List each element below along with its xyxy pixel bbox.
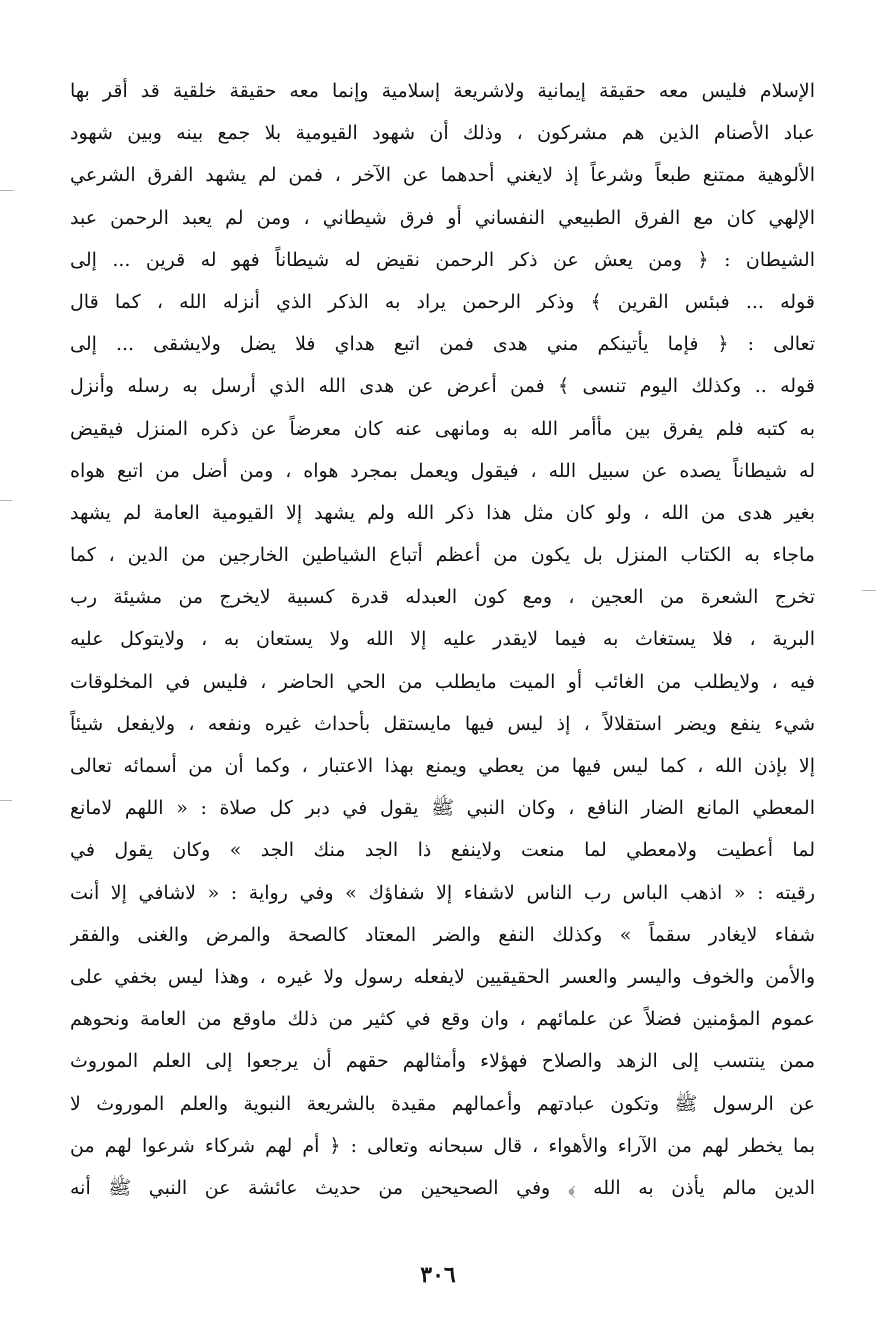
text-line: شفاء لايغادر سقماً » وكذلك النفع والضر المعتاد كالصحة والمرض والغنى والفقر xyxy=(70,923,815,946)
page-number: ٣٠٦ xyxy=(420,1262,456,1288)
text-line: بما يخطر لهم من الآراء والأهواء ، قال سبحانه وتعالى : ﴿ أم لهم شركاء شرعوا لهم من xyxy=(70,1134,815,1157)
text-line: له شيطاناً يصده عن سبيل الله ، فيقول ويعمل بمجرد هواه ، ومن أضل من اتبع هواه xyxy=(70,459,815,482)
text-line: بغير هدى من الله ، ولو كان مثل هذا ذكر الله ولم يشهد إلا القيومية العامة لم يشهد xyxy=(70,501,815,524)
text-line: الشيطان : ﴿ ومن يعش عن ذكر الرحمن نقيض له شيطاناً فهو له قرين ... إلى xyxy=(70,248,815,271)
page-body-text xyxy=(70,70,815,1209)
text-line: شيء ينفع ويضر استقلالاً ، إذ ليس فيها مايستقل بأحداث غيره ونفعه ، ولايفعل شيئاً xyxy=(70,712,815,735)
text-line: تعالى : ﴿ فإما يأتينكم مني هدى فمن اتبع هداي فلا يضل ولايشقى ... إلى xyxy=(70,333,815,356)
text-line: عن الرسول ﷺ وتكون عبادتهم وأعمالهم مقيدة بالشريعة النبوية والعلم الموروث لا xyxy=(70,1092,815,1115)
margin-tick xyxy=(0,190,14,191)
text-line: الدين مالم يأذن به الله ﴾ وفي الصحيحين من حديث عائشة عن النبي ﷺ أنه xyxy=(70,1176,815,1199)
text-line: قوله ... فبئس القرين ﴾ وذكر الرحمن يراد به الذكر الذي أنزله الله ، كما قال xyxy=(70,290,815,313)
text-line: لما أعطيت ولامعطي لما منعت ولاينفع ذا الجد منك الجد » وكان يقول في xyxy=(70,839,815,862)
text-line: الألوهية ممتنع طبعاً وشرعاً إذ لايغني أحدهما عن الآخر ، فمن لم يشهد الفرق الشرعي xyxy=(70,164,815,187)
text-line: البرية ، فلا يستغاث به فيما لايقدر عليه إلا الله ولا يستعان به ، ولايتوكل عليه xyxy=(70,628,815,651)
text-line: عموم المؤمنين فضلاً عن علمائهم ، وان وقع في كثير من ذلك ماوقع من العامة ونحوهم xyxy=(70,1008,815,1031)
text-line: ماجاء به الكتاب المنزل بل يكون من أعظم أتباع الشياطين الخارجين من الدين ، كما xyxy=(70,544,815,567)
margin-tick xyxy=(0,800,12,801)
text-line: ممن ينتسب إلى الزهد والصلاح فهؤلاء وأمثالهم حقهم أن يرجعوا إلى العلم الموروث xyxy=(70,1050,815,1073)
text-line: قوله .. وكذلك اليوم تنسى ﴾ فمن أعرض عن هدى الله الذي أرسل به رسله وأنزل xyxy=(70,375,815,398)
text-line: تخرج الشعرة من العجين ، ومع كون العبدله قدرة كسبية لايخرج من مشيئة رب xyxy=(70,586,815,609)
text-line: الإسلام فليس معه حقيقة إيمانية ولاشريعة إسلامية وإنما معه حقيقة خلقية قد أقر بها xyxy=(70,80,815,102)
text-line: والأمن والخوف واليسر والعسر الحقيقيين لايفعله رسول ولا غيره ، وهذا ليس بخفي على xyxy=(70,965,815,988)
text-line: الإلهي كان مع الفرق الطبيعي النفساني أو فرق شيطاني ، ومن لم يعبد الرحمن عبد xyxy=(70,206,815,229)
margin-tick xyxy=(862,590,876,591)
text-line: المعطي المانع الضار النافع ، وكان النبي ﷺ يقول في دبر كل صلاة : « اللهم لامانع xyxy=(70,797,815,820)
text-line: به كتبه فلم يفرق بين مأأمر الله به ومانهى عنه كان معرضاً عن ذكره المنزل فيقيض xyxy=(70,417,815,440)
margin-tick xyxy=(0,500,12,501)
text-line: فيه ، ولايطلب من الغائب أو الميت مايطلب من الحي الحاضر ، فليس في المخلوقات xyxy=(70,670,815,693)
text-line: عباد الأصنام الذين هم مشركون ، وذلك أن شهود القيومية بلا جمع بينه وبين شهود xyxy=(70,122,815,145)
text-line: إلا بإذن الله ، كما ليس فيها من يعطي ويمنع بهذا الاعتبار ، وكما أن من أسمائه تعالى xyxy=(70,755,815,777)
text-line: رقيته : « اذهب الباس رب الناس لاشفاء إلا شفاؤك » وفي رواية : « لاشافي إلا أنت xyxy=(70,881,815,904)
